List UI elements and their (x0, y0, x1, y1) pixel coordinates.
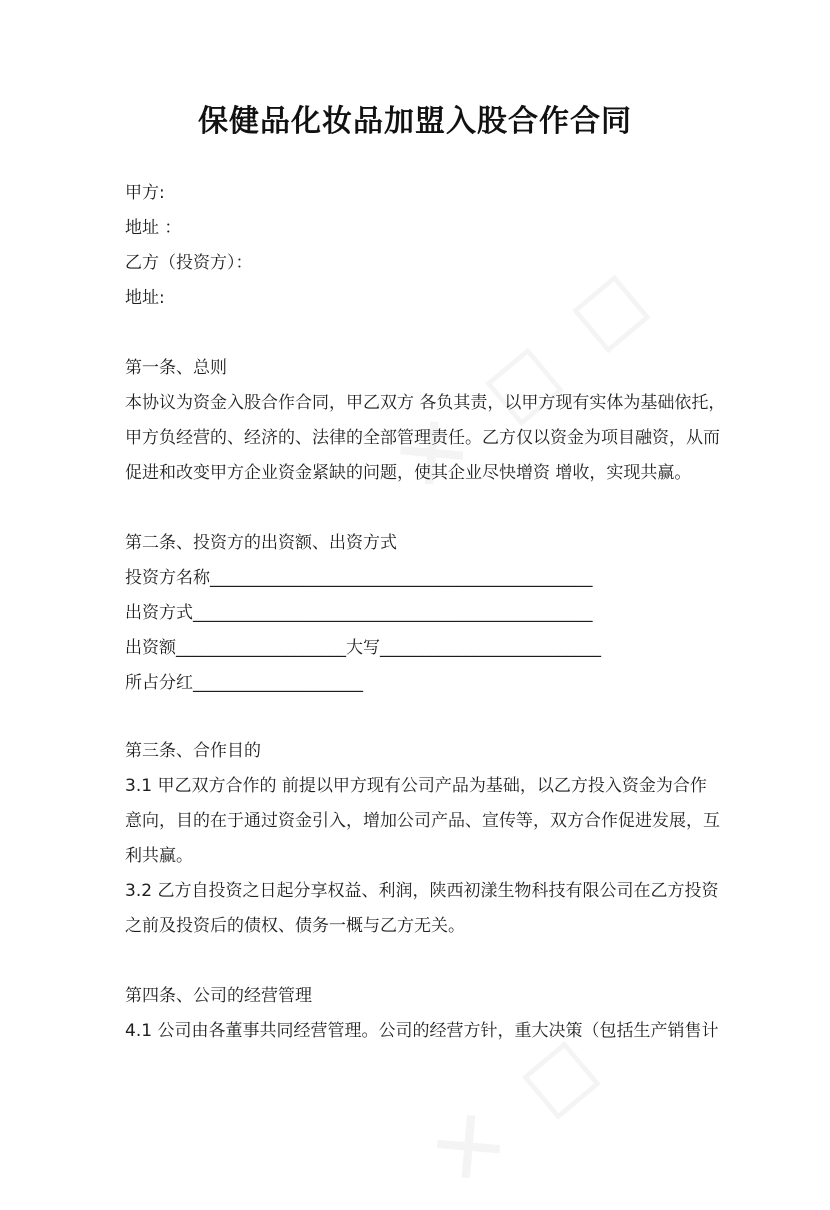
contribution-method-field: 出资方式_______________________________________________ (125, 603, 593, 623)
article-3-1-text: 3.1 甲乙双方合作的 前提以甲方现有公司产品为基础，以乙方投入资金为合作 (125, 776, 707, 796)
article-1-text: 促进和改变甲方企业资金紧缺的问题，使其企业尽快增资 增收，实现共赢。 (125, 463, 692, 483)
dividend-share-field: 所占分红____________________ (125, 673, 363, 693)
party-b-address-label: 地址: (125, 288, 165, 308)
article-1-heading: 第一条、总则 (125, 358, 227, 378)
contribution-amount-field: 出资额____________________大写__________________________ (125, 638, 601, 658)
article-3-2-text: 之前及投资后的债权、债务一概与乙方无关。 (125, 916, 465, 936)
party-a-address-label: 地址 ： (125, 218, 182, 238)
article-1-text: 甲方负经营的、经济的、法律的全部管理责任。乙方仅以资金为项目融资，从而 (125, 428, 720, 448)
article-2-heading: 第二条、投资方的出资额、出资方式 (125, 533, 397, 553)
party-a-label: 甲方: (125, 183, 165, 203)
article-3-heading: 第三条、合作目的 (125, 741, 261, 761)
article-3-2-text: 3.2 乙方自投资之日起分享权益、利润，陕西初漾生物科技有限公司在乙方投资 (125, 881, 719, 901)
article-4-heading: 第四条、公司的经营管理 (125, 986, 312, 1006)
investor-name-field: 投资方名称_____________________________________________ (125, 568, 593, 588)
article-1-text: 本协议为资金入股合作合同，甲乙双方 各负其责，以甲方现有实体为基础依托， (125, 393, 726, 413)
party-b-label: 乙方（投资方）： (125, 253, 253, 273)
article-3-1-text: 意向，目的在于通过资金引入，增加公司产品、宣传等，双方合作促进发展，互 (125, 811, 720, 831)
document-title: 保健品化妆品加盟入股合作合同 (198, 104, 632, 139)
article-3-1-text: 利共赢。 (125, 846, 193, 866)
article-4-1-text: 4.1 公司由各董事共同经营管理。公司的经营方针，重大决策（包括生产销售计 (125, 1021, 719, 1041)
